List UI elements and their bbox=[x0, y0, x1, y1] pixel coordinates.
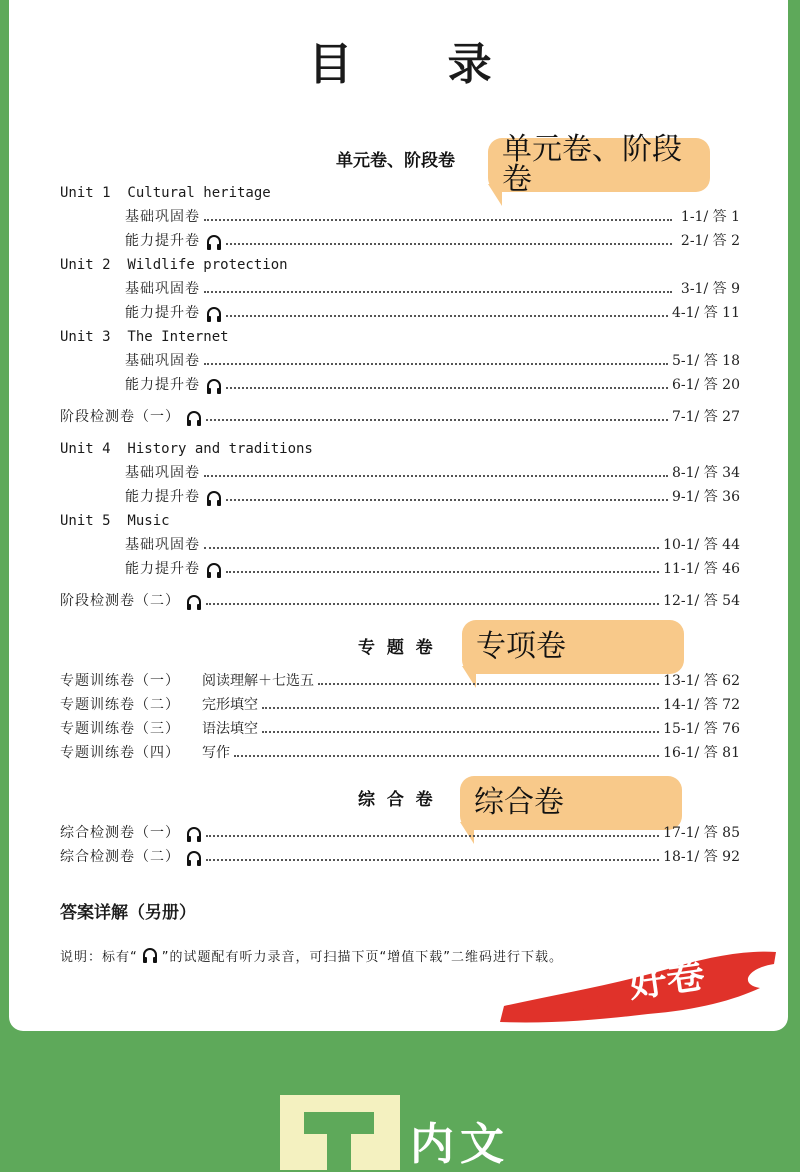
toc-entry[interactable]: 基础巩固卷 3-1/ 答 9 bbox=[125, 281, 740, 297]
toc-entry-comp[interactable]: 综合检测卷（一） 17-1/ 答 85 bbox=[60, 825, 740, 841]
stamp-text: 好卷 bbox=[625, 951, 708, 1007]
headphone-icon bbox=[142, 947, 158, 963]
toc-entry[interactable]: 能力提升卷 9-1/ 答 36 bbox=[125, 489, 740, 505]
section-unit-bubble bbox=[488, 132, 710, 197]
toc-entry-comp[interactable]: 综合检测卷（二） 18-1/ 答 92 bbox=[60, 849, 740, 865]
toc-entry[interactable]: 基础巩固卷 10-1/ 答 44 bbox=[125, 537, 740, 553]
unit-heading: Unit 5 Music bbox=[60, 513, 170, 529]
section-unit-bubble-text: 单元卷、阶段卷 bbox=[502, 132, 682, 197]
toc-entry[interactable]: 基础巩固卷 5-1/ 答 18 bbox=[125, 353, 740, 369]
page-title: 目 录 bbox=[308, 39, 532, 90]
toc-entry-special[interactable]: 专题训练卷（二） 完形填空 14-1/ 答 72 bbox=[60, 697, 740, 713]
toc-entry-special[interactable]: 专题训练卷（四） 写作 16-1/ 答 81 bbox=[60, 745, 740, 761]
headphone-icon bbox=[186, 594, 202, 610]
toc-entry[interactable]: 能力提升卷 4-1/ 答 11 bbox=[125, 305, 740, 321]
toc-entry-stage-2[interactable]: 阶段检测卷（二） 12-1/ 答 54 bbox=[60, 593, 740, 609]
toc-entry[interactable]: 能力提升卷 11-1/ 答 46 bbox=[125, 561, 740, 577]
section-special-heading: 专 题 卷 bbox=[358, 638, 433, 658]
headphone-icon bbox=[186, 850, 202, 866]
headphone-icon bbox=[206, 490, 222, 506]
headphone-icon bbox=[206, 306, 222, 322]
toc-entry[interactable]: 基础巩固卷 8-1/ 答 34 bbox=[125, 465, 740, 481]
toc-entry[interactable]: 能力提升卷 6-1/ 答 20 bbox=[125, 377, 740, 393]
headphone-icon bbox=[206, 562, 222, 578]
section-comp-heading: 综 合 卷 bbox=[358, 790, 433, 810]
unit-heading: Unit 1 Cultural heritage bbox=[60, 185, 271, 201]
toc-entry[interactable]: 基础巩固卷 1-1/ 答 1 bbox=[125, 209, 740, 225]
headphone-icon bbox=[206, 378, 222, 394]
section-special-bubble-text: 专项卷 bbox=[476, 629, 566, 664]
toc-entry-special[interactable]: 专题训练卷（三） 语法填空 15-1/ 答 76 bbox=[60, 721, 740, 737]
toc-entry[interactable]: 能力提升卷 2-1/ 答 2 bbox=[125, 233, 740, 249]
toc-entry-stage-1[interactable]: 阶段检测卷（一） 7-1/ 答 27 bbox=[60, 409, 740, 425]
headphone-icon bbox=[206, 234, 222, 250]
note-text: 说明：标有“ ”的试题配有听力录音，可扫描下页“增值下载”二维码进行下载。 bbox=[60, 946, 563, 965]
section-comp-bubble-text: 综合卷 bbox=[474, 785, 564, 820]
toc-entry-special[interactable]: 专题训练卷（一） 阅读理解＋七选五 13-1/ 答 62 bbox=[60, 673, 740, 689]
unit-heading: Unit 3 The Internet bbox=[60, 329, 229, 345]
unit-heading: Unit 2 Wildlife protection bbox=[60, 257, 288, 273]
headphone-icon bbox=[186, 826, 202, 842]
headphone-icon bbox=[186, 410, 202, 426]
footer-label: 内文 bbox=[410, 1119, 510, 1170]
section-special-bubble bbox=[462, 620, 684, 674]
unit-heading: Unit 4 History and traditions bbox=[60, 441, 313, 457]
answers-heading: 答案详解（另册） bbox=[60, 903, 196, 923]
section-unit-heading: 单元卷、阶段卷 bbox=[336, 151, 455, 171]
